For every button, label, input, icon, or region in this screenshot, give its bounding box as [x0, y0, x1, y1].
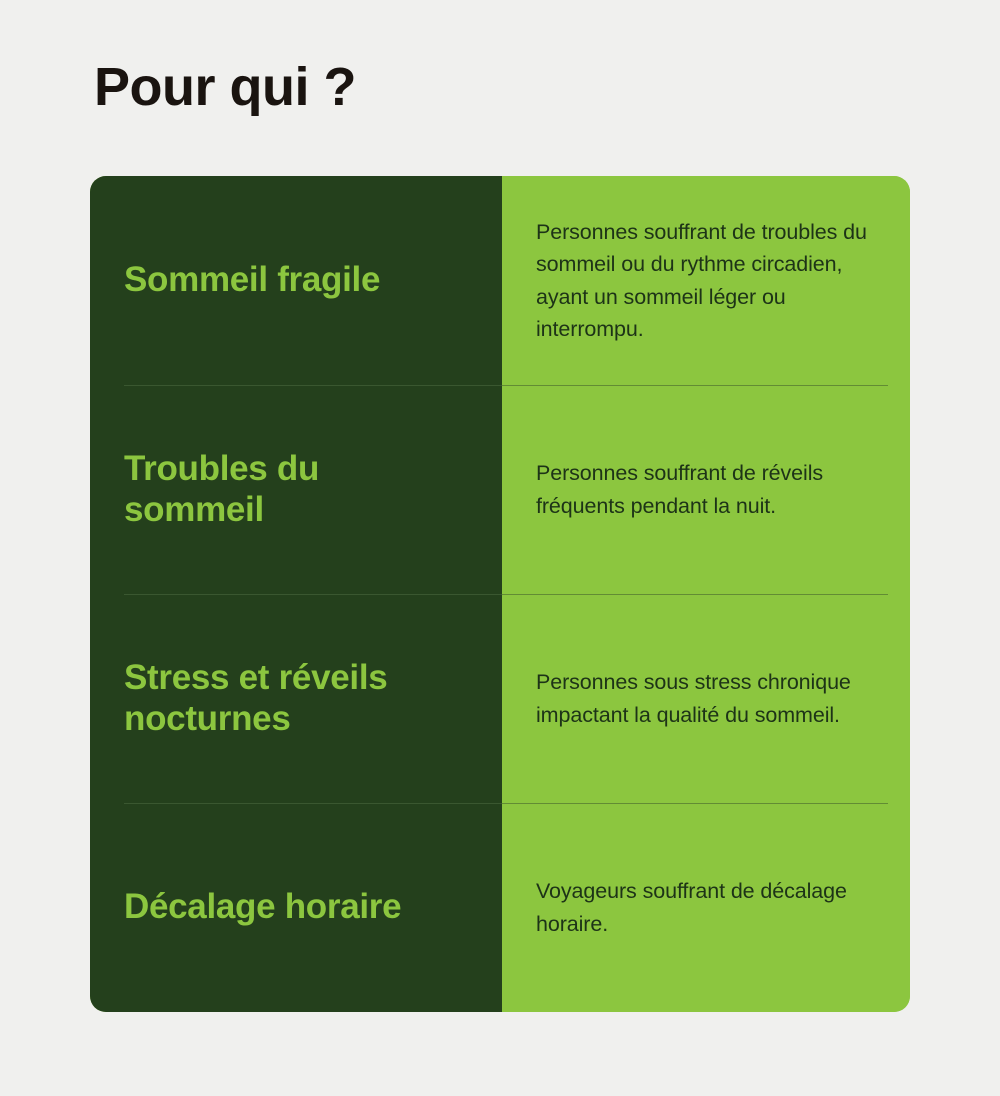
audience-table: [90, 176, 910, 1012]
table-row: [90, 594, 910, 803]
description-text: Voyageurs souffrant de décalage horaire.: [536, 879, 847, 936]
table-cell-description: [502, 594, 910, 803]
table-cell-description: [502, 803, 910, 1012]
table-row: [90, 176, 910, 385]
page-title: Pour qui ?: [94, 57, 356, 117]
table-cell-description: [502, 385, 910, 594]
term-label: Troubles du sommeil: [124, 449, 320, 529]
description-text: Personnes souffrant de réveils fréquents pendant la nuit.: [536, 461, 824, 518]
table-cell-term: [90, 803, 502, 1012]
term-label: Décalage horaire: [124, 887, 402, 927]
table-row: [90, 803, 910, 1012]
table-cell-term: [90, 176, 502, 385]
table-cell-term: [90, 594, 502, 803]
table-row: [90, 385, 910, 594]
term-label: Sommeil fragile: [124, 260, 381, 300]
table-cell-term: [90, 385, 502, 594]
description-text: Personnes sous stress chronique impactant la qualité du sommeil.: [536, 670, 851, 727]
description-text: Personnes souffrant de troubles du sommeil ou du rythme circadien, ayant un sommeil léger ou interrompu.: [536, 220, 867, 341]
term-label: Stress et réveils nocturnes: [124, 658, 388, 738]
table-cell-description: [502, 176, 910, 385]
